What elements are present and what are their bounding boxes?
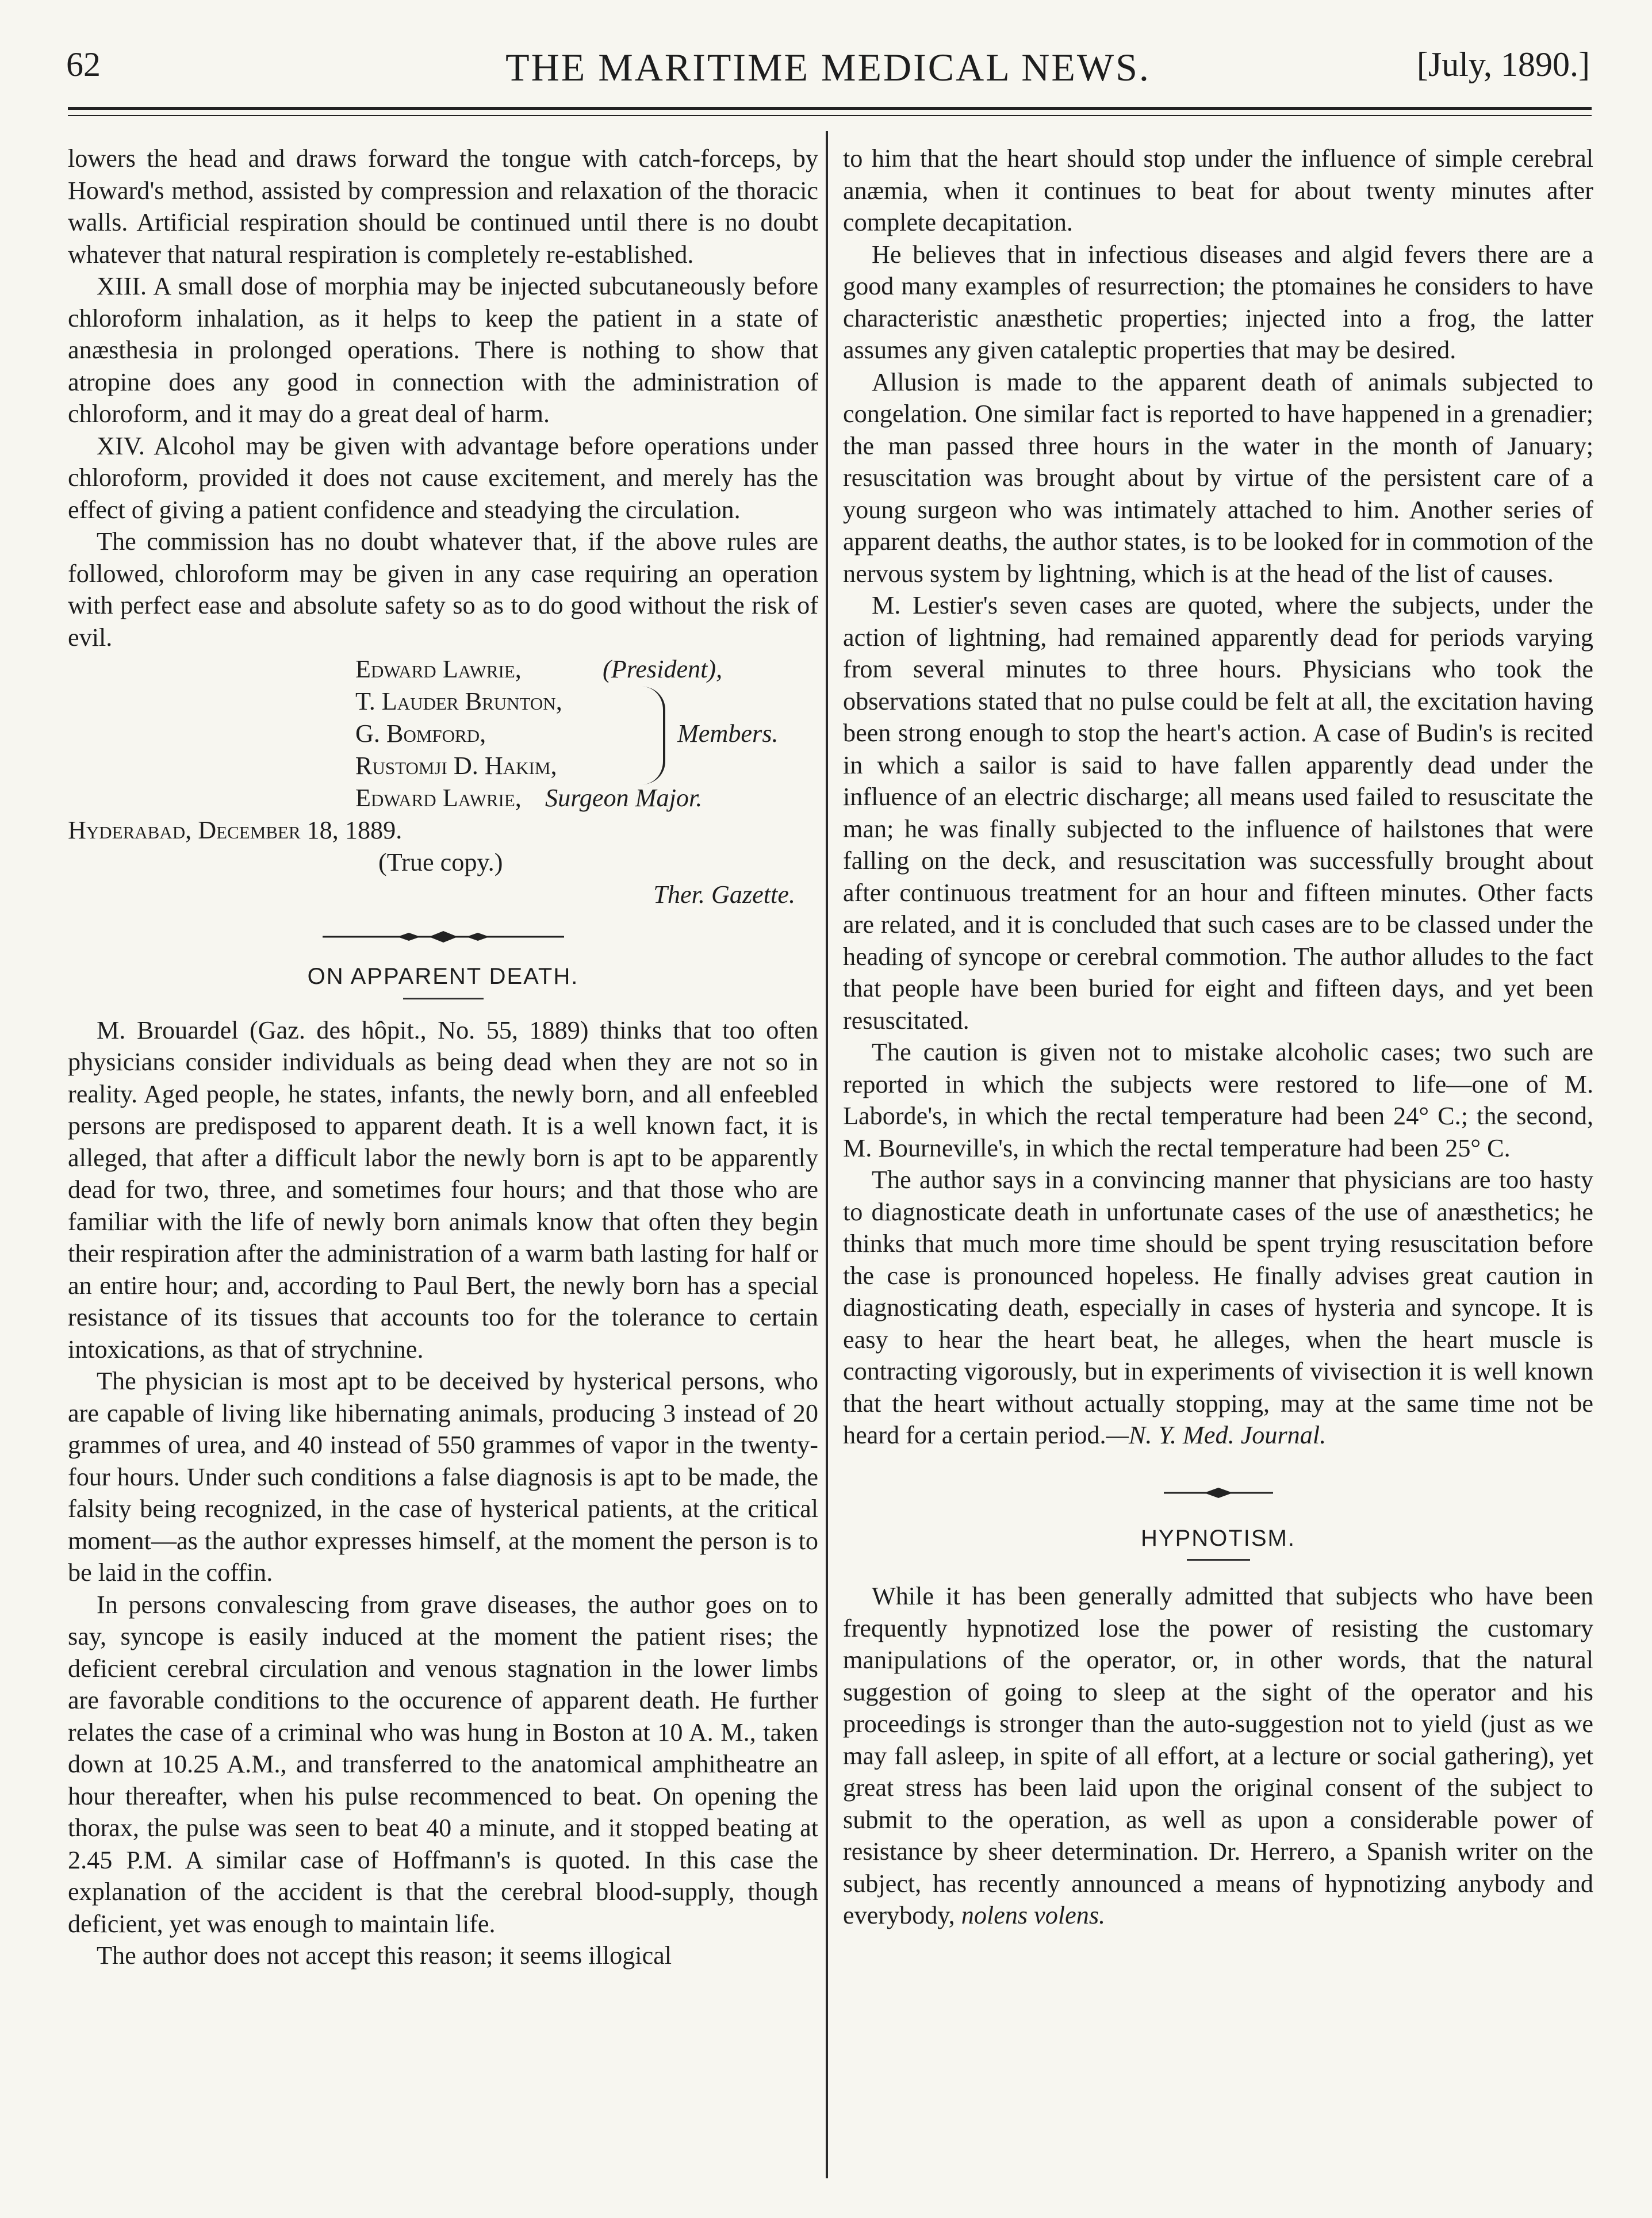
paragraph: The physician is most apt to be deceived by hysterical persons, who are capable of living like hibernating animals, producing 3 instead of 20 grammes of urea, and 40 instead of 550 grammes of vapor in the twenty-four hours. Under such conditions a false diagnosis is apt to be made, the falsity being recognized, in the case of hysterical patients, at the critical moment—as the author expresses himself, at the moment the person is to be laid in the coffin. bbox=[68, 1367, 818, 1587]
paragraph bbox=[843, 1164, 1593, 1451]
page-number: 62 bbox=[66, 45, 101, 83]
page-header bbox=[66, 45, 1590, 108]
members-brace bbox=[640, 687, 665, 784]
paragraph bbox=[843, 1580, 1593, 1932]
true-copy: (True copy.) bbox=[378, 848, 503, 876]
paragraph: to him that the heart should stop under the influence of simple cerebral anæmia, when it continues to beat for about twenty minutes after complete decapitation. bbox=[843, 144, 1593, 236]
members-label: Members. bbox=[677, 719, 779, 748]
secretary-role: Surgeon Major. bbox=[545, 784, 703, 812]
journal-title: THE MARITIME MEDICAL NEWS. bbox=[505, 45, 1151, 89]
section-ornament bbox=[68, 930, 818, 944]
header-rule-thin bbox=[68, 115, 1592, 116]
paragraph: lowers the head and draws forward the tongue with catch-forceps, by Howard's method, assisted by compression and relaxation of the thoracic walls. Artificial respiration should be continued until there is no doubt whatever that natural respiration is completely re-established. bbox=[68, 144, 818, 269]
president-role: (President), bbox=[603, 655, 723, 683]
section-title-apparent-death: ON APPARENT DEATH. bbox=[307, 964, 579, 989]
title-underline bbox=[403, 998, 484, 999]
paragraph: M. Lestier's seven cases are quoted, where the subjects, under the action of lightning, had remained apparently dead for periods varying from several minutes to three hours. Physicians who took the observations stated that no pulse could be felt at all, the excitation having been strong enough to stop the heart's action. A case of Budin's is recited in which a sailor is said to have fallen apparently dead under the influence of an electric discharge; all means used failed to resuscitate the man; he was finally subjected to the influence of hailstones that were falling on the deck, and resuscitation was successfully brought about after continuous treatment for an hour and fifteen minutes. Other facts are related, and it is concluded that such cases are to be classed under the heading of syncope or cerebral commotion. The author alludes to the fact that people have been buried for eight and fifteen days, and yet been resuscitated. bbox=[843, 591, 1593, 1035]
paragraph: XIV. Alcohol may be given with advantage before operations under chloroform, provided it does not cause excitement, and merely has the effect of giving a patient confidence and steadying the circulation. bbox=[68, 431, 818, 524]
title-underline bbox=[1187, 1559, 1250, 1561]
source-citation: —N. Y. Med. Journal. bbox=[1106, 1421, 1327, 1449]
latin-phrase: nolens volens. bbox=[961, 1901, 1106, 1929]
member-name: T. Lauder Brunton, bbox=[355, 687, 562, 715]
president-name: Edward Lawrie, bbox=[355, 655, 522, 683]
issue-date: [July, 1890.] bbox=[1416, 45, 1590, 83]
paragraph: The commission has no doubt whatever that, if the above rules are followed, chloroform may be given in any case requiring an operation with perfect ease and absolute safety so as to do good without the risk of evil. bbox=[68, 527, 818, 652]
member-name: G. Bomford, bbox=[355, 719, 486, 748]
left-column bbox=[68, 143, 818, 1972]
paragraph-text: While it has been generally admitted that subjects who have been frequently hypnotized lose the power of resisting the customary manipulations of the operator, or, in other words, that the natural suggestion of going to sleep at the sight of the operator and his proceedings is stronger than the auto-suggestion not to yield (just as we may fall asleep, in spite of all effort, at a lecture or social gathering), yet great stress has been laid upon the original consent of the subject to submit to the operation, as well as upon a considerable power of resistance by sheer determination. Dr. Herrero, a Spanish writer on the subject, has recently announced a means of hypnotizing anybody and everybody, bbox=[843, 1582, 1593, 1929]
paragraph: He believes that in infectious diseases and algid fevers there are a good many examples of resurrection; the ptomaines he considers to have characteristic anæsthetic properties; injected into a frog, the latter assumes any given cataleptic properties that may be desired. bbox=[843, 240, 1593, 364]
paragraph: The caution is given not to mistake alcoholic cases; two such are reported in which the subjects were restored to life—one of M. Laborde's, in which the rectal temperature had been 24° C.; the second, M. Bourneville's, in which the rectal temperature had been 25° C. bbox=[843, 1038, 1593, 1162]
secretary-name: Edward Lawrie, bbox=[355, 784, 522, 812]
section-title-hypnotism: HYPNOTISM. bbox=[1141, 1525, 1295, 1551]
place-date: Hyderabad, December 18, 1889. bbox=[68, 816, 403, 844]
paragraph: Allusion is made to the apparent death of animals subjected to congelation. One similar fact is reported to have happened in a grenadier; the man passed three hours in the water in the month of January; resuscitation was brought about by virtue of the persistent care of a young surgeon who was intimately attached to him. Another series of apparent deaths, the author states, is to be looked for in commotion of the nervous system by lightning, which is at the head of the list of causes. bbox=[843, 367, 1593, 588]
column-divider bbox=[826, 131, 828, 2178]
paragraph: In persons convalescing from grave diseases, the author goes on to say, syncope is easily induced at the moment the patient rises; the deficient cerebral circulation and venous stagnation in the lower limbs are favorable conditions to the occurence of apparent death. He further relates the case of a criminal who was hung in Boston at 10 A. M., taken down at 10.25 A.M., and transferred to the anatomical amphitheatre an hour thereafter, when his pulse recommenced to beat. On opening the thorax, the pulse was seen to beat 40 a minute, and it stopped beating at 2.45 P.M. A similar case of Hoffmann's is quoted. In this case the explanation of the accident is that the cerebral blood-supply, though deficient, yet was enough to maintain life. bbox=[68, 1590, 818, 1938]
commission-signature bbox=[68, 653, 818, 909]
paragraph: M. Brouardel (Gaz. des hôpit., No. 55, 1889) thinks that too often physicians consider individuals as being dead when they are not so in reality. Aged people, he states, infants, the newly born, and all enfeebled persons are predisposed to apparent death. It is a well known fact, it is alleged, that after a difficult labor the newly born is apt to be apparently dead for two, three, and sometimes four hours; and that those who are familiar with the life of newly born animals know that often they begin their respiration after the administration of a warm bath lasting for half or an entire hour; and, according to Paul Bert, the newly born has a special resistance of its tissues that accounts too for the tolerance to certain intoxications, as that of strychnine. bbox=[68, 1016, 818, 1363]
paragraph: XIII. A small dose of morphia may be injected subcutaneously before chloroform inhalation, as it helps to keep the patient in a state of anæsthesia in prolonged operations. There is nothing to show that atropine does any good in connection with the administration of chloroform, and it may do a great deal of harm. bbox=[68, 272, 818, 428]
paragraph-text: The author says in a convincing manner that physicians are too hasty to diagnosticate death in unfortunate cases of the use of anæsthetics; he thinks that much more time should be spent trying resuscitation before the case is pronounced hopeless. He finally advises great caution in diagnosticating death, especially in cases of hysteria and syncope. It is easy to hear the heart beat, he alleges, when the heart muscle is contracting vigorously, but in experiments of vivisection it is well known that the heart without actually stopping, may at the same time not be heard for a certain period. bbox=[843, 1166, 1593, 1449]
header-rule-thick bbox=[68, 107, 1592, 110]
section-ornament bbox=[843, 1486, 1593, 1500]
member-name: Rustomji D. Hakim, bbox=[355, 752, 557, 780]
paragraph: The author does not accept this reason; it seems illogical bbox=[97, 1941, 672, 1970]
source-citation: Ther. Gazette. bbox=[653, 880, 795, 909]
right-column bbox=[843, 143, 1593, 1932]
